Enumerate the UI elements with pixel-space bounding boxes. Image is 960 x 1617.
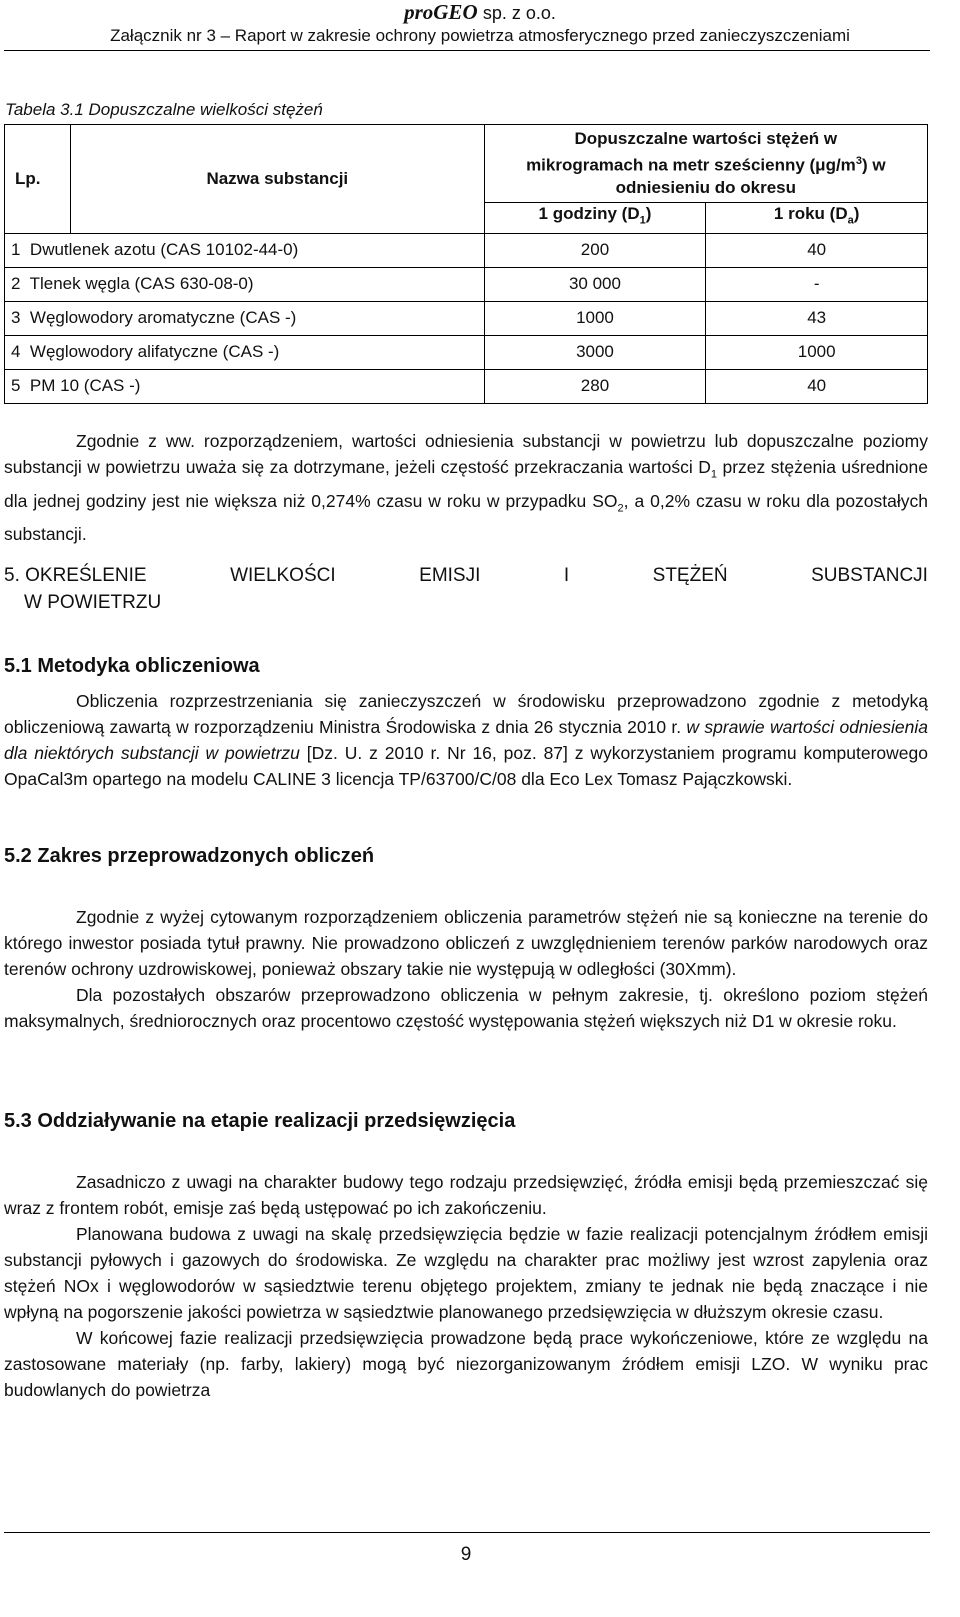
substance-cell (5, 335, 485, 369)
section-5-line2: W POWIETRZU (24, 592, 162, 613)
section-5-word: EMISJI (419, 565, 481, 586)
section-5-3-text (4, 1169, 928, 1403)
s51-text-a: Obliczenia rozprzestrzeniania się zanieczyszczeń w środowisku przeprowadzono zgodnie z metodyką obliczeniową zawartą w rozporządzeniu Ministra Środowiska z dnia 26 stycznia 2010 r. (4, 691, 928, 737)
s51-regulation-title: w sprawie wartości odniesienia dla niektórych substancji w powietrzu (4, 717, 929, 763)
para1-sub-d1: 1 (710, 468, 718, 481)
row-lp: 3 (11, 308, 21, 328)
table-row (5, 301, 928, 335)
section-5-1-text (4, 688, 928, 792)
para1-text-c: , a 0,2% czasu w roku dla pozostałych substancji. (4, 490, 928, 544)
para1-sub-so2: 2 (617, 502, 624, 514)
table-row (5, 335, 928, 369)
da-value: 1000 (706, 335, 928, 369)
s53-paragraph-3: W końcowej fazie realizacji przedsięwzięcia prowadzone będą prace wykończeniowe, które ze względu na zastosowane materiały (np. farby, lakiery) mogą być niezorganizowanym źródłem emisji LZO. W wyniku prac budowlanych do powietrza (4, 1328, 928, 1400)
section-5-1-heading: 5.1 Metodyka obliczeniowa (4, 655, 260, 677)
section-5-word: SUBSTANCJI (811, 565, 928, 586)
substance-cell (5, 369, 485, 403)
compliance-paragraph (4, 428, 928, 547)
s53-paragraph-1: Zasadniczo z uwagi na charakter budowy tego rodzaju przedsięwzięć, źródła emisji będą przemieszczać się wraz z frontem robót, emisje zaś będą ustępować po ich zakończeniu. (4, 1172, 928, 1218)
header-da-label: 1 roku (D (773, 204, 848, 224)
section-5-word: WIELKOŚCI (230, 565, 336, 586)
header-values (484, 125, 927, 203)
section-5-word: STĘŻEŃ (652, 565, 728, 586)
substance-cell (5, 233, 485, 267)
table-row (5, 267, 928, 301)
da-value: 40 (706, 369, 928, 403)
footer-rule (4, 1532, 930, 1533)
header-lp: Lp. (5, 125, 71, 234)
s52-paragraph-2: Dla pozostałych obszarów przeprowadzono obliczenia w pełnym zakresie, tj. określono poziom stężeń maksymalnych, średniorocznych oraz procentowo częstość występowania stężeń większych niż D1 w okresie roku. (4, 985, 928, 1031)
para1-text-b: przez stężenia uśrednione dla jednej godziny jest nie większa niż 0,274% czasu w roku w przypadku SO (4, 457, 928, 511)
company-name (0, 0, 960, 25)
header-rule (4, 50, 930, 51)
header-substance: Nazwa substancji (70, 125, 484, 234)
header-values-line2-end: ) w (861, 155, 886, 175)
header-d1-sub: 1 (639, 214, 646, 227)
page-number: 9 (460, 1544, 472, 1565)
header-values-line1: Dopuszczalne wartości stężeń w (574, 129, 838, 148)
row-name: Dwutlenek azotu (CAS 10102-44-0) (29, 240, 299, 260)
da-value: - (706, 267, 928, 301)
row-lp: 4 (11, 342, 21, 362)
substance-cell (5, 301, 485, 335)
section-5-word: 5. OKREŚLENIE (4, 565, 147, 586)
row-lp: 2 (11, 274, 21, 294)
d1-value: 30 000 (484, 267, 706, 301)
concentration-table (4, 124, 928, 404)
table-row (5, 369, 928, 403)
da-value: 43 (706, 301, 928, 335)
d1-value: 200 (484, 233, 706, 267)
section-5-heading (4, 562, 928, 616)
substance-cell (5, 267, 485, 301)
d1-value: 1000 (484, 301, 706, 335)
header-da-paren: ) (853, 204, 860, 224)
header-values-line3: odniesieniu do okresu (615, 177, 797, 197)
row-name: Węglowodory alifatyczne (CAS -) (29, 342, 280, 362)
header-d1-paren: ) (645, 204, 652, 224)
header-da (706, 202, 928, 233)
header-d1 (484, 202, 706, 233)
s52-paragraph-1: Zgodnie z wyżej cytowanym rozporządzeniem obliczenia parametrów stężeń nie są konieczne na terenie do którego inwestor posiada tytuł prawny. Nie prowadzono obliczeń z uwzględnieniem terenów parków narodowych oraz terenów ochrony uzdrowiskowej, ponieważ obszary takie nie występują w odległości (30Xmm). (4, 907, 928, 979)
document-subtitle: Załącznik nr 3 – Raport w zakresie ochrony powietrza atmosferycznego przed zanieczyszczeniami (110, 26, 850, 45)
row-lp: 5 (11, 376, 21, 396)
s53-paragraph-2: Planowana budowa z uwagi na skalę przedsięwzięcia będzie w fazie realizacji potencjalnym źródłem emisji substancji pyłowych i gazowych do środowiska. Ze względu na charakter prac możliwy jest wzrost zapylenia oraz stężeń NOx i węglowodorów w sąsiedztwie terenu objętego projektem, zmiany te jednak nie będą znaczące i nie wpłyną na pogorszenie jakości powietrza w sąsiedztwie planowanego przedsięwzięcia w dłuższym okresie czasu. (4, 1224, 928, 1322)
table-caption: Tabela 3.1 Dopuszczalne wielkości stężeń (5, 100, 323, 119)
company-brand: proGEO (404, 0, 478, 24)
section-5-word: I (563, 565, 570, 586)
s51-text-b: [Dz. U. z 2010 r. Nr 16, poz. 87] z wykorzystaniem programu komputerowego OpaCal3m opartego na modelu CALINE 3 licencja TP/63700/C/08 dla Eco Lex Tomasz Pajączkowski. (4, 743, 928, 789)
header-d1-label: 1 godziny (D (538, 204, 640, 224)
row-lp: 1 (11, 240, 21, 260)
table-row (5, 233, 928, 267)
header-values-line2: mikrogramach na metr sześcienny (μg/m (526, 155, 856, 175)
row-name: PM 10 (CAS -) (29, 376, 141, 396)
header-values-sup: 3 (855, 155, 862, 167)
d1-value: 280 (484, 369, 706, 403)
da-value: 40 (706, 233, 928, 267)
d1-value: 3000 (484, 335, 706, 369)
section-5-3-heading: 5.3 Oddziaływanie na etapie realizacji przedsięwzięcia (4, 1110, 516, 1132)
header-da-sub: a (847, 214, 854, 227)
page-header (0, 0, 960, 47)
section-5-2-heading: 5.2 Zakres przeprowadzonych obliczeń (4, 845, 375, 867)
para1-text-a: Zgodnie z ww. rozporządzeniem, wartości odniesienia substancji w powietrzu lub dopuszczalne poziomy substancji w powietrzu uważa się za dotrzymane, jeżeli częstość przekraczania wartości D (4, 431, 928, 477)
row-name: Tlenek węgla (CAS 630-08-0) (29, 274, 254, 294)
row-name: Węglowodory aromatyczne (CAS -) (29, 308, 297, 328)
company-suffix: sp. z o.o. (482, 3, 556, 23)
section-5-2-text (4, 904, 928, 1034)
